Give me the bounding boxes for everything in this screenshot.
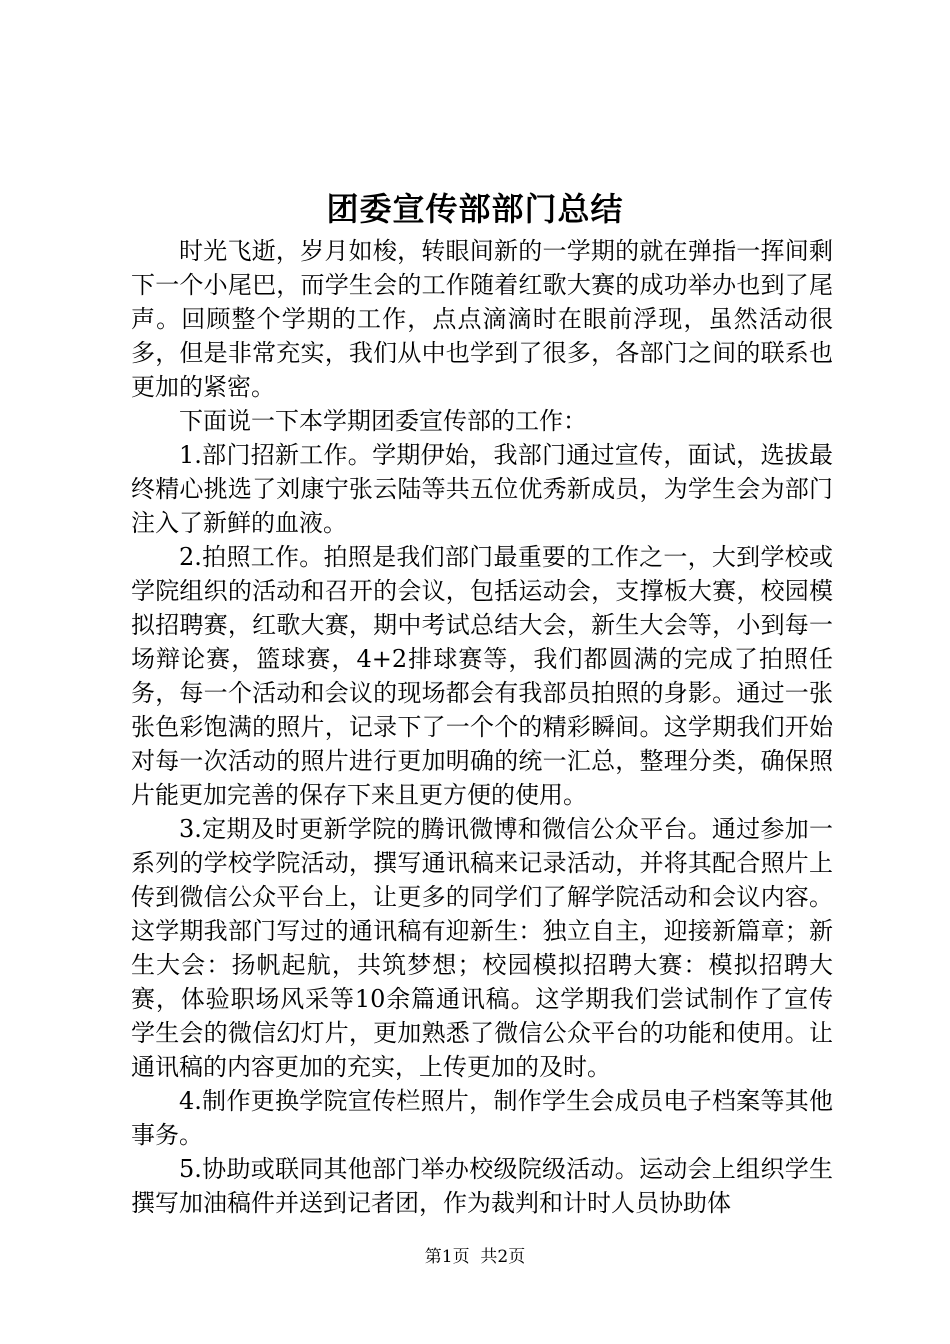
paragraph-overview: 下面说一下本学期团委宣传部的工作： <box>179 407 587 435</box>
paragraph-item-3: 3.定期及时更新学院的腾讯微博和微信公众平台。通过参加一系列的学校学院活动，撰写通讯稿来记录活动，并将其配合照片上传到微信公众平台上，让更多的同学们了解学院活动和会议内容。这学期我部门写过的通讯稿有迎新生：独立自主，迎接新篇章；新生大会：扬帆起航，共筑梦想；校园模拟招聘大赛：模拟招聘大赛，体验职场风采等10余篇通讯稿。这学期我们尝试制作了宣传学生会的微信幻灯片，更加熟悉了微信公众平台的功能和使用。让通讯稿的内容更加的充实，上传更加的及时。 <box>131 815 833 1081</box>
page-number: 第1页 共2页 <box>424 1247 526 1267</box>
paragraph-intro: 时光飞逝，岁月如梭，转眼间新的一学期的就在弹指一挥间剩下一个小尾巴，而学生会的工作随着红歌大赛的成功举办也到了尾声。回顾整个学期的工作，点点滴滴时在眼前浮现，虽然活动很多，但是非常充实，我们从中也学到了很多，各部门之间的联系也更加的紧密。 <box>131 237 833 401</box>
paragraph-item-4: 4.制作更换学院宣传栏照片，制作学生会成员电子档案等其他事务。 <box>131 1087 833 1149</box>
paragraph-item-2: 2.拍照工作。拍照是我们部门最重要的工作之一，大到学校或学院组织的活动和召开的会议，包括运动会，支撑板大赛，校园模拟招聘赛，红歌大赛，期中考试总结大会，新生大会等，小到每一场辩论赛，篮球赛，4+2排球赛等，我们都圆满的完成了拍照任务，每一个活动和会议的现场都会有我部员拍照的身影。通过一张张色彩饱满的照片，记录下了一个个的精彩瞬间。这学期我们开始对每一次活动的照片进行更加明确的统一汇总，整理分类，确保照片能更加完善的保存下来且更方便的使用。 <box>131 543 833 809</box>
document-body <box>131 234 833 1220</box>
page-footer <box>0 1245 950 1269</box>
paragraph-item-5: 5.协助或联同其他部门举办校级院级活动。运动会上组织学生撰写加油稿件并送到记者团，作为裁判和计时人员协助体 <box>131 1155 833 1217</box>
paragraph-item-1: 1.部门招新工作。学期伊始，我部门通过宣传，面试，选拔最终精心挑选了刘康宁张云陆等共五位优秀新成员，为学生会为部门注入了新鲜的血液。 <box>131 441 833 537</box>
document-title: 团委宣传部部门总结 <box>326 190 624 228</box>
